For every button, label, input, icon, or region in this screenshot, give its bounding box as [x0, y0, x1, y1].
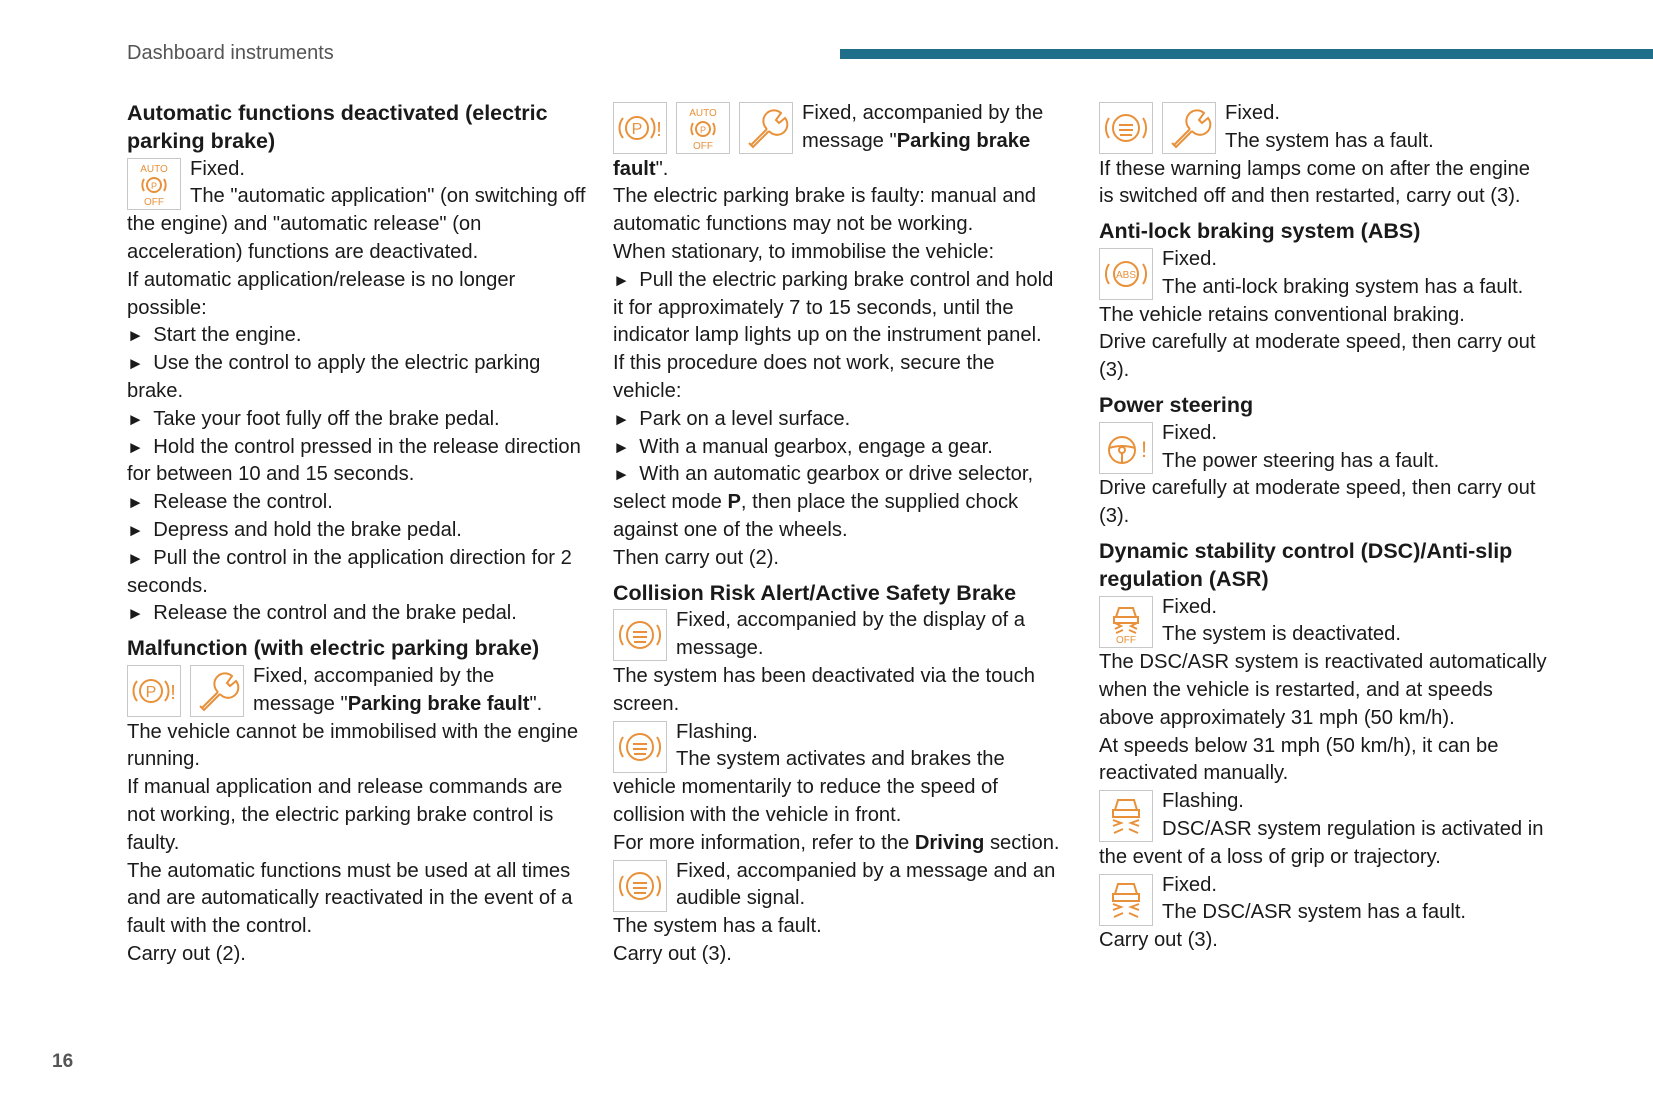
- dsc-off-icon: [1099, 596, 1153, 648]
- bullet-item: ► Hold the control pressed in the release direction for between 10 and 15 seconds.: [127, 434, 587, 490]
- auto-p-off-icon: [127, 158, 181, 210]
- paragraph: The system has been deactivated via the touch screen.: [613, 664, 1035, 715]
- heading-abs: Anti-lock braking system (ABS): [1099, 219, 1421, 244]
- paragraph: Then carry out (2).: [613, 546, 780, 569]
- warning-entry: [127, 663, 587, 719]
- wrench-icon: [1162, 102, 1216, 154]
- entry-state: Fixed.: [1162, 595, 1217, 618]
- bullet-item: ► Start the engine.: [127, 322, 587, 350]
- paragraph: Carry out (3).: [1099, 929, 1218, 952]
- paragraph: Drive carefully at moderate speed, then carry out (3).: [1099, 477, 1536, 528]
- paragraph: Carry out (3).: [613, 942, 732, 965]
- paragraph: Carry out (2).: [127, 942, 246, 965]
- section-title: Dashboard instruments: [127, 42, 334, 64]
- entry-description: The DSC/ASR system has a fault.: [1162, 901, 1467, 924]
- entry-state: Flashing.: [1162, 790, 1244, 813]
- collision-alert-icon: [613, 860, 667, 912]
- entry-description: The system has a fault.: [1225, 129, 1434, 152]
- heading-dsc-asr: Dynamic stability control (DSC)/Anti-slip regulation (ASR): [1099, 538, 1513, 591]
- entry-description: The system activates and brakes the vehicle momentarily to reduce the speed of collision with the vehicle in front.: [613, 748, 1005, 826]
- warning-entry: [1099, 594, 1549, 650]
- warning-entry: [127, 156, 587, 267]
- warning-entry: [613, 607, 1063, 663]
- entry-state: Fixed, accompanied by the: [802, 102, 1044, 124]
- paragraph: The system has a fault.: [613, 915, 822, 938]
- warning-entry: [1099, 872, 1549, 928]
- warning-entry: [1099, 420, 1549, 476]
- entry-state: Fixed, accompanied by a message and an audible signal.: [676, 859, 1056, 910]
- entry-state: Fixed.: [1162, 421, 1217, 444]
- heading-malfunction: Malfunction (with electric parking brake): [127, 636, 540, 661]
- entry-state: Flashing.: [676, 720, 758, 743]
- warning-entry: [613, 719, 1063, 830]
- paragraph: If this procedure does not work, secure the vehicle:: [613, 352, 995, 402]
- entry-description: message "Parking brake fault".: [613, 129, 1031, 180]
- collision-alert-icon: [613, 609, 667, 661]
- parking-brake-warning-icon: [127, 665, 181, 717]
- warning-entry: [613, 858, 1063, 914]
- entry-state: Fixed.: [1162, 247, 1217, 270]
- dsc-icon: [1099, 790, 1153, 842]
- entry-state: Fixed.: [1162, 873, 1217, 896]
- paragraph: If these warning lamps come on after the engine is switched off and then restarted, carry out (3).: [1099, 157, 1530, 208]
- bullet-item: ► Use the control to apply the electric parking brake.: [127, 350, 587, 406]
- paragraph: The automatic functions must be used at all times and are automatically reactivated in the event of a fault with the control.: [127, 859, 573, 938]
- paragraph: The vehicle retains conventional braking.: [1099, 303, 1465, 326]
- dsc-icon: [1099, 874, 1153, 926]
- heading-collision-risk: Collision Risk Alert/Active Safety Brake: [613, 580, 1017, 605]
- wrench-icon: [739, 102, 793, 154]
- entry-description: The power steering has a fault.: [1162, 449, 1440, 472]
- heading-power-steering: Power steering: [1099, 392, 1254, 417]
- abs-icon: [1099, 248, 1153, 300]
- bullet-item: ► Release the control and the brake pedal.: [127, 600, 587, 628]
- entry-state: Fixed.: [1225, 102, 1280, 124]
- paragraph: For more information, refer to the Driving section.: [613, 831, 1060, 854]
- bullet-item: ► Depress and hold the brake pedal.: [127, 517, 587, 545]
- warning-entry: [1099, 246, 1549, 302]
- bullet-item: ► Take your foot fully off the brake pedal.: [127, 406, 587, 434]
- collision-alert-icon: [1099, 102, 1153, 154]
- bullet-item: ► Pull the control in the application direction for 2 seconds.: [127, 545, 587, 601]
- entry-description: The system is deactivated.: [1162, 623, 1401, 646]
- page-number: 16: [52, 1051, 74, 1072]
- paragraph: The electric parking brake is faulty: manual and automatic functions may not be working.: [613, 185, 1037, 236]
- collision-alert-icon: [613, 721, 667, 773]
- heading-automatic-functions: Automatic functions deactivated (electric parking brake): [127, 101, 548, 153]
- column-2: [613, 100, 1063, 969]
- bullet-item: ► Release the control.: [127, 489, 587, 517]
- entry-description: The anti-lock braking system has a fault.: [1162, 275, 1524, 298]
- paragraph: When stationary, to immobilise the vehicle:: [613, 240, 995, 263]
- entry-description: The "automatic application" (on switching off the engine) and "automatic release" (on acceleration) functions are deactivated.: [127, 185, 586, 263]
- wrench-icon: [190, 665, 244, 717]
- entry-state: Fixed.: [190, 157, 245, 180]
- paragraph: The vehicle cannot be immobilised with the engine running.: [127, 720, 579, 771]
- bullet-item: ► Pull the electric parking brake control and hold it for approximately 7 to 15 seconds, until the indicator lamp lights up on the instrument panel.: [613, 267, 1063, 350]
- paragraph: If automatic application/release is no longer possible:: [127, 268, 516, 319]
- column-1: [127, 100, 587, 969]
- bullet-item: ► Park on a level surface.: [613, 406, 1063, 434]
- entry-state: Fixed, accompanied by the display of a message.: [676, 609, 1025, 660]
- warning-entry: [1099, 788, 1549, 871]
- power-steering-icon: [1099, 422, 1153, 474]
- warning-entry: [1099, 100, 1549, 156]
- paragraph: The DSC/ASR system is reactivated automatically when the vehicle is restarted, and at speeds above approximately 31 mph (50 km/h).: [1099, 651, 1547, 729]
- entry-description: DSC/ASR system regulation is activated in the event of a loss of grip or trajectory.: [1099, 817, 1544, 868]
- warning-entry: [613, 100, 1063, 183]
- paragraph: If manual application and release commands are not working, the electric parking brake control is faulty.: [127, 776, 563, 854]
- column-3: [1099, 100, 1549, 955]
- bullet-item: ► With an automatic gearbox or drive selector, select mode P, then place the supplied chock against one of the wheels.: [613, 461, 1063, 544]
- auto-p-off-icon: [676, 102, 730, 154]
- entry-description: message "Parking brake fault".: [253, 692, 543, 715]
- parking-brake-warning-icon: [613, 102, 667, 154]
- paragraph: At speeds below 31 mph (50 km/h), it can be reactivated manually.: [1099, 734, 1499, 785]
- header-accent-bar: [840, 49, 1653, 59]
- bullet-item: ► With a manual gearbox, engage a gear.: [613, 434, 1063, 462]
- entry-state: Fixed, accompanied by the: [253, 664, 495, 687]
- paragraph: Drive carefully at moderate speed, then carry out (3).: [1099, 331, 1536, 382]
